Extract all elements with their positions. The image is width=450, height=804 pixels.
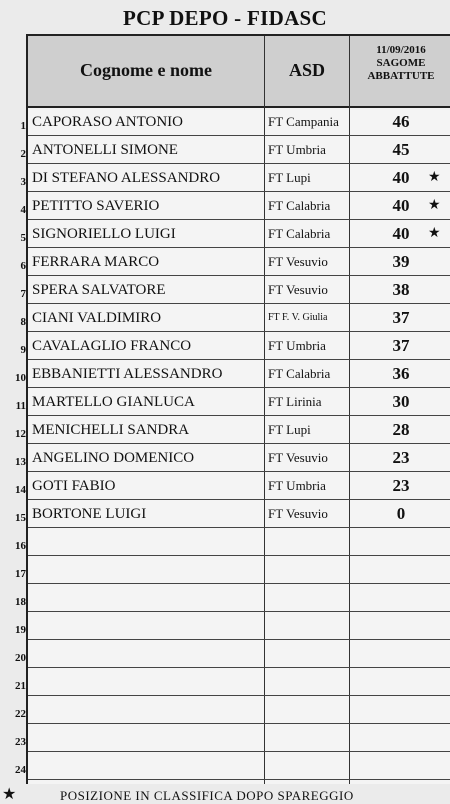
athlete-name: CAVALAGLIO FRANCO xyxy=(32,338,192,354)
row-number: 2 xyxy=(20,148,26,160)
club-name: FT Lupi xyxy=(268,422,311,437)
row-number: 13 xyxy=(15,456,26,468)
row-number: 17 xyxy=(15,568,26,580)
club-name: FT Umbria xyxy=(268,338,326,353)
score-value: 36 xyxy=(392,364,410,383)
athlete-name: SPERA SALVATORE xyxy=(32,282,166,298)
row-number: 11 xyxy=(15,400,26,412)
table-row xyxy=(15,556,450,584)
score-value: 23 xyxy=(392,448,410,467)
score-value: 39 xyxy=(392,252,410,271)
athlete-name: GOTI FABIO xyxy=(32,478,116,494)
header-name: Cognome e nome xyxy=(80,60,212,80)
row-number: 3 xyxy=(20,176,26,188)
score-value: 37 xyxy=(392,336,410,355)
row-number: 14 xyxy=(15,484,26,496)
club-name: FT Calabria xyxy=(268,198,331,213)
table-row xyxy=(15,668,450,696)
club-name: FT Umbria xyxy=(268,478,326,493)
table-row xyxy=(15,360,450,388)
star-icon: ★ xyxy=(428,226,441,241)
score-value: 38 xyxy=(392,280,410,299)
score-value: 40 xyxy=(392,196,410,215)
club-name: FT Lirinia xyxy=(268,394,322,409)
table-row xyxy=(15,584,450,612)
score-value: 37 xyxy=(392,308,410,327)
athlete-name: ANTONELLI SIMONE xyxy=(32,142,178,158)
athlete-name: MARTELLO GIANLUCA xyxy=(32,394,195,410)
club-name: FT Calabria xyxy=(268,366,331,381)
athlete-name: FERRARA MARCO xyxy=(32,254,160,270)
athlete-name: CIANI VALDIMIRO xyxy=(32,310,162,326)
table-row xyxy=(15,724,450,752)
row-number: 16 xyxy=(15,540,26,552)
header-score-label1: SAGOME xyxy=(376,57,426,69)
athlete-name: PETITTO SAVERIO xyxy=(32,198,160,214)
table-row xyxy=(20,164,450,192)
score-value: 23 xyxy=(392,476,410,495)
table-row xyxy=(20,192,450,220)
club-name: FT Vesuvio xyxy=(268,282,328,297)
row-number: 4 xyxy=(20,204,26,216)
club-name: FT Vesuvio xyxy=(268,506,328,521)
score-value: 28 xyxy=(392,420,410,439)
table-row xyxy=(15,444,450,472)
score-value: 40 xyxy=(392,168,410,187)
header-score-date: 11/09/2016 xyxy=(376,44,426,56)
row-number: 1 xyxy=(20,120,26,132)
row-number: 21 xyxy=(15,680,26,692)
row-number: 15 xyxy=(15,512,26,524)
club-name: FT Calabria xyxy=(268,226,331,241)
table-row xyxy=(15,388,450,416)
table-row xyxy=(15,472,450,500)
row-number: 6 xyxy=(20,260,26,272)
star-icon: ★ xyxy=(428,198,441,213)
row-number: 12 xyxy=(15,428,26,440)
club-name: FT Lupi xyxy=(268,170,311,185)
athlete-name: MENICHELLI SANDRA xyxy=(32,422,190,438)
table-row xyxy=(15,640,450,668)
row-number: 9 xyxy=(20,344,26,356)
header-asd: ASD xyxy=(288,60,325,80)
header-score xyxy=(350,44,450,83)
table-row xyxy=(20,220,450,248)
score-value: 40 xyxy=(392,224,410,243)
row-number: 20 xyxy=(15,652,26,664)
athlete-name: ANGELINO DOMENICO xyxy=(32,450,195,466)
table-row xyxy=(20,304,450,332)
athlete-name: EBBANIETTI ALESSANDRO xyxy=(32,366,223,382)
row-number: 24 xyxy=(15,764,26,776)
row-number: 7 xyxy=(20,288,26,300)
row-number: 18 xyxy=(15,596,26,608)
row-number: 23 xyxy=(15,736,26,748)
row-number: 10 xyxy=(15,372,26,384)
header-score-label2: ABBATTUTE xyxy=(367,70,435,82)
athlete-name: SIGNORIELLO LUIGI xyxy=(32,226,176,242)
table-row xyxy=(15,696,450,724)
star-icon: ★ xyxy=(428,170,441,185)
athlete-name: CAPORASO ANTONIO xyxy=(32,114,183,130)
table-row xyxy=(15,752,450,780)
club-name: FT F. V. Giulia xyxy=(268,312,328,323)
table-row xyxy=(15,416,450,444)
table-row xyxy=(20,136,450,164)
row-number: 19 xyxy=(15,624,26,636)
athlete-name: DI STEFANO ALESSANDRO xyxy=(32,170,221,186)
club-name: FT Vesuvio xyxy=(268,450,328,465)
athlete-name: BORTONE LUIGI xyxy=(32,506,147,522)
score-value: 46 xyxy=(392,112,410,131)
score-value: 0 xyxy=(396,504,406,523)
row-number: 5 xyxy=(20,232,26,244)
score-value: 45 xyxy=(392,140,410,159)
row-number: 22 xyxy=(15,708,26,720)
page-title: PCP DEPO - FIDASC xyxy=(122,6,327,30)
score-value: 30 xyxy=(392,392,410,411)
row-number: 8 xyxy=(20,316,26,328)
club-name: FT Campania xyxy=(268,114,339,129)
table-row xyxy=(20,332,450,360)
club-name: FT Vesuvio xyxy=(268,254,328,269)
table-row xyxy=(20,248,450,276)
star-icon: ★ xyxy=(2,786,17,803)
table-row xyxy=(15,500,450,528)
table-row xyxy=(15,612,450,640)
results-table xyxy=(15,34,450,784)
footer-note: POSIZIONE IN CLASSIFICA DOPO SPAREGGIO xyxy=(60,788,354,803)
table-row xyxy=(15,528,450,556)
table-row xyxy=(20,108,450,136)
club-name: FT Umbria xyxy=(268,142,326,157)
table-row xyxy=(20,276,450,304)
table-header xyxy=(28,36,450,108)
